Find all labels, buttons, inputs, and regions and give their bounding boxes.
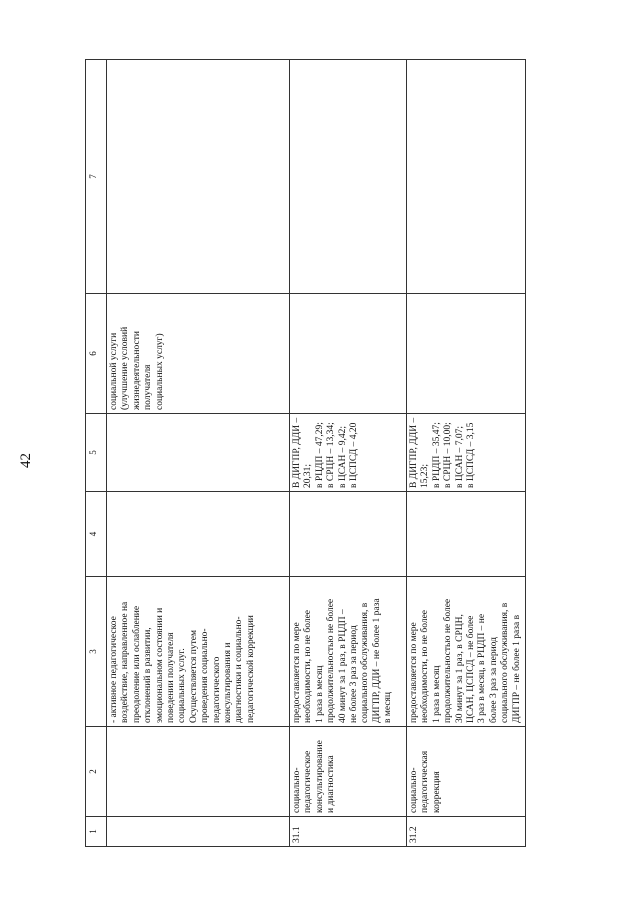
header-cell-5: 5 bbox=[86, 414, 107, 492]
cell-line: социально- bbox=[409, 767, 419, 813]
cell-line: в РЦДП – 47,29; bbox=[314, 422, 325, 488]
col7-cell bbox=[407, 60, 526, 294]
header-cell-7: 7 bbox=[86, 60, 107, 294]
cell-line: в СРЦН – 10,00; bbox=[443, 422, 454, 488]
cell-line: В ДИГПР, ДДИ – bbox=[409, 417, 419, 488]
header-row bbox=[86, 60, 107, 847]
cell-line: консультирование bbox=[314, 740, 325, 813]
cell-line: диагностики и социально- bbox=[234, 616, 245, 723]
service-name-cell bbox=[407, 727, 526, 817]
cell-line: консультирования и bbox=[222, 642, 233, 723]
services-table bbox=[85, 59, 526, 847]
cell-line: воздействие, направленное на bbox=[120, 601, 131, 723]
table-row bbox=[290, 60, 407, 847]
cell-line: социальных услуг. bbox=[177, 648, 188, 723]
cell-line: 1 раза в месяц bbox=[431, 665, 442, 723]
description-cell bbox=[407, 577, 526, 727]
cell-line: социальной услуги bbox=[109, 332, 119, 410]
result-cell bbox=[107, 294, 290, 414]
cell-line: предоставляется по мере bbox=[292, 622, 302, 723]
cell-line: необходимости, но не более bbox=[420, 609, 431, 723]
cell-line: более 3 раз за период bbox=[488, 636, 499, 723]
cell-line: преодоление или ослабление bbox=[131, 605, 142, 723]
col7-cell bbox=[290, 60, 407, 294]
cell-line: отклонений в развитии, bbox=[143, 627, 154, 723]
cell-line: В ДИГПР, ДДИ – bbox=[292, 417, 302, 488]
cell-line: социальных услуг) bbox=[154, 333, 165, 410]
cell-line: не более 3 раз за период bbox=[348, 625, 359, 723]
cell-line: жизнедеятельности bbox=[131, 331, 142, 410]
cell-line: эмоциональном состоянии и bbox=[154, 607, 165, 723]
cell-line: коррекция bbox=[431, 771, 442, 813]
cell-line: проведения социально- bbox=[200, 628, 211, 723]
row-number-cell bbox=[107, 817, 290, 847]
tariff-cell bbox=[407, 414, 526, 492]
cell-line: ЦСАН, ЦСПСД – не более bbox=[465, 615, 476, 723]
result-cell bbox=[407, 294, 526, 414]
services-table-container bbox=[85, 60, 555, 847]
header-cell-3: 3 bbox=[86, 577, 107, 727]
cell-line: в месяц bbox=[383, 692, 394, 723]
cell-line: 1 раза в месяц bbox=[314, 665, 325, 723]
cell-line: необходимости, но не более bbox=[303, 609, 314, 723]
cell-line: педагогическое bbox=[303, 750, 314, 813]
col4-cell bbox=[407, 492, 526, 577]
result-cell bbox=[290, 294, 407, 414]
cell-line: поведении получателя bbox=[165, 632, 176, 723]
header-cell-6: 6 bbox=[86, 294, 107, 414]
cell-line: в ЦСПСД – 3,15 bbox=[465, 422, 476, 488]
col7-cell bbox=[107, 60, 290, 294]
cell-line: в РЦДП – 35,47; bbox=[431, 422, 442, 488]
col4-cell bbox=[107, 492, 290, 577]
cell-line: продолжительностью не более bbox=[326, 598, 337, 723]
cell-line: - активное педагогическое bbox=[109, 616, 119, 723]
page-number: 42 bbox=[18, 453, 34, 468]
cell-line: социального обслуживания, в bbox=[500, 602, 511, 723]
cell-line: 15,23; bbox=[420, 463, 431, 488]
cell-line: ДИГПР, ДДИ – не более 1 раза bbox=[371, 598, 382, 723]
col4-cell bbox=[290, 492, 407, 577]
service-name-cell bbox=[107, 727, 290, 817]
cell-line: педагогическая bbox=[420, 750, 431, 813]
cell-line: социально- bbox=[292, 767, 302, 813]
cell-line: Осуществляется путем bbox=[188, 630, 199, 723]
cell-line: в ЦСАН – 7,07; bbox=[454, 425, 465, 488]
cell-line: педагогического bbox=[211, 656, 222, 723]
cell-line: предоставляется по мере bbox=[409, 622, 419, 723]
header-cell-4: 4 bbox=[86, 492, 107, 577]
description-cell bbox=[107, 577, 290, 727]
cell-line: 30 минут за 1 раз, в СРЦН, bbox=[454, 614, 465, 723]
row-number-cell: 31.2 bbox=[407, 817, 526, 847]
tariff-cell bbox=[290, 414, 407, 492]
cell-line: 20,31; bbox=[303, 463, 314, 488]
cell-line: получателя bbox=[143, 364, 154, 410]
cell-line: (улучшение условий bbox=[120, 326, 131, 410]
cell-line: социального обслуживания, в bbox=[360, 602, 371, 723]
cell-line: в СРЦН – 13,34; bbox=[326, 422, 337, 488]
description-cell bbox=[290, 577, 407, 727]
cell-line: 3 раз в месяц, в РЦДП – не bbox=[477, 613, 488, 723]
cell-line: в ЦСПСД – 4,20 bbox=[348, 422, 359, 488]
table-row bbox=[107, 60, 290, 847]
tariff-cell bbox=[107, 414, 290, 492]
service-name-cell bbox=[290, 727, 407, 817]
cell-line: 40 минут за 1 раз, в РЦДП – bbox=[337, 609, 348, 723]
cell-line: в ЦСАН – 9,42; bbox=[337, 425, 348, 488]
row-number-cell: 31.1 bbox=[290, 817, 407, 847]
cell-line: ДИГПР – не более 1 раза в bbox=[511, 614, 522, 723]
cell-line: и диагностика bbox=[326, 755, 337, 813]
header-cell-1: 1 bbox=[86, 817, 107, 847]
cell-line: продолжительностью не более bbox=[443, 598, 454, 723]
table-row bbox=[407, 60, 526, 847]
cell-line: педагогической коррекции bbox=[245, 615, 256, 723]
header-cell-2: 2 bbox=[86, 727, 107, 817]
